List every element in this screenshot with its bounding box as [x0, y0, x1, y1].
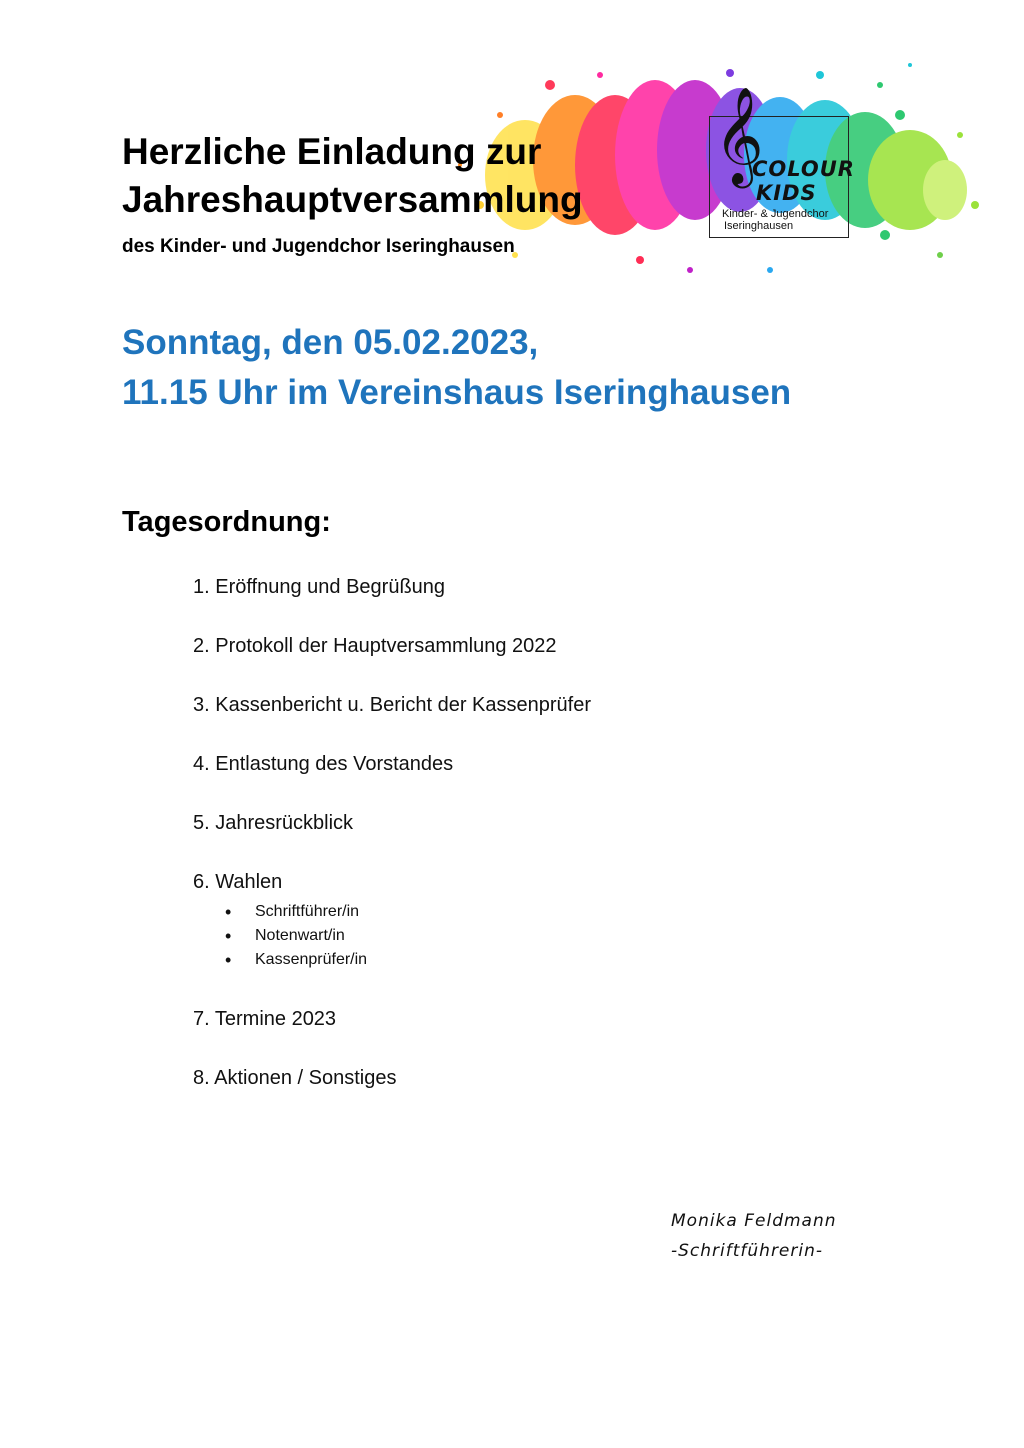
agenda-heading: Tagesordnung: — [122, 506, 331, 538]
event-date: Sonntag, den 05.02.2023, — [122, 323, 539, 362]
invitation-title — [122, 128, 583, 224]
election-sublist — [193, 900, 591, 972]
title-line-1: Herzliche Einladung zur — [122, 131, 542, 172]
agenda-item: 3. Kassenbericht u. Bericht der Kassenprüfer — [193, 694, 591, 716]
invitation-subtitle: des Kinder- und Jugendchor Iseringhausen — [122, 236, 515, 257]
agenda-item: 7. Termine 2023 — [193, 1008, 337, 1030]
agenda-item: 8. Aktionen / Sonstiges — [193, 1067, 397, 1089]
treble-clef-icon: 𝄞 — [714, 86, 764, 184]
signature-block — [671, 1206, 837, 1266]
signature-role: -Schriftführerin- — [671, 1241, 824, 1261]
title-line-2: Jahreshauptversammlung — [122, 179, 583, 220]
logo-subtitle-line2: Iseringhausen — [724, 220, 794, 232]
event-date-block — [122, 318, 791, 418]
sub-list-item: • Schriftführer/in — [255, 900, 591, 924]
logo-subtitle-line1: Kinder- & Jugendchor — [722, 208, 829, 220]
agenda-item: 2. Protokoll der Hauptversammlung 2022 — [193, 635, 557, 657]
colour-kids-logo — [709, 86, 855, 238]
logo-word-kids: KIDS — [756, 181, 817, 205]
agenda-list — [193, 573, 591, 1123]
sub-list-item: • Kassenprüfer/in — [255, 948, 591, 972]
agenda-item-elections — [193, 868, 591, 972]
logo-word-colour: COLOUR — [752, 157, 855, 181]
signature-name: Monika Feldmann — [671, 1211, 837, 1231]
agenda-item: 1. Eröffnung und Begrüßung — [193, 576, 446, 598]
agenda-item: 5. Jahresrückblick — [193, 812, 354, 834]
agenda-item: 4. Entlastung des Vorstandes — [193, 753, 454, 775]
sub-list-item: • Notenwart/in — [255, 924, 591, 948]
event-time-place: 11.15 Uhr im Vereinshaus Iseringhausen — [122, 373, 792, 412]
agenda-item-label: 6. Wahlen — [193, 871, 283, 893]
